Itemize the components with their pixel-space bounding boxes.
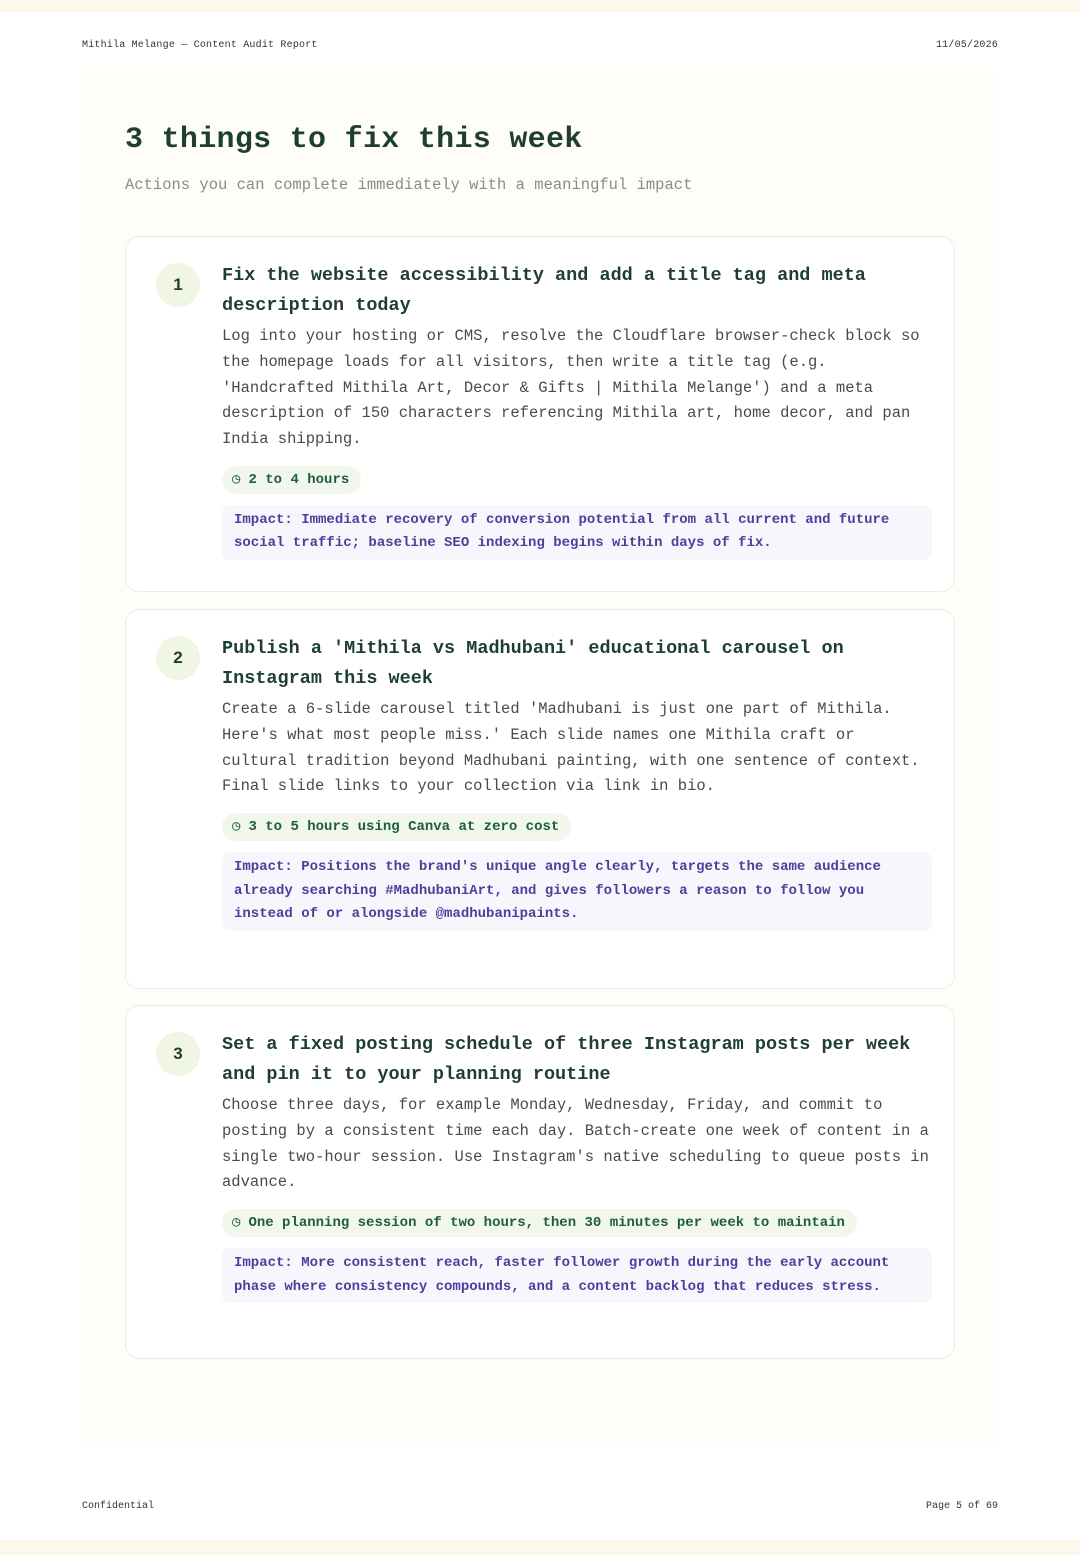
time-estimate: 2 to 4 hours xyxy=(248,471,350,488)
action-title: Set a fixed posting schedule of three Instagram posts per week and pin it to your planning routine xyxy=(222,1034,911,1085)
step-number-badge: 1 xyxy=(156,263,200,307)
section-title: 3 things to fix this week xyxy=(125,123,583,157)
step-number-badge: 2 xyxy=(156,636,200,680)
time-estimate-badge xyxy=(222,813,571,841)
clock-icon: ◷ xyxy=(232,471,241,488)
report-date: 11/05/2026 xyxy=(935,40,998,51)
time-estimate-badge xyxy=(222,1209,857,1237)
clock-icon: ◷ xyxy=(232,1215,241,1232)
impact-note: Impact: Immediate recovery of conversion potential from all current and future social traffic; baseline SEO indexing begins within days of fix. xyxy=(222,505,932,560)
action-description: Choose three days, for example Monday, Wednesday, Friday, and commit to posting by a consistent time each day. Batch-create one week of content in a single two-hour session. Use Instagram's native scheduling to queue posts in advance. xyxy=(222,1096,929,1192)
action-title: Publish a 'Mithila vs Madhubani' educational carousel on Instagram this week xyxy=(222,638,844,689)
action-card-3 xyxy=(125,1005,955,1359)
confidential-label: Confidential xyxy=(82,1501,155,1512)
card-body xyxy=(222,261,932,560)
page-number: Page 5 of 69 xyxy=(925,1501,998,1512)
time-estimate: One planning session of two hours, then 30 minutes per week to maintain xyxy=(248,1215,845,1232)
step-number-badge: 3 xyxy=(156,1032,200,1076)
section-subtitle: Actions you can complete immediately with a meaningful impact xyxy=(125,176,693,194)
action-card-1 xyxy=(125,236,955,592)
action-card-2 xyxy=(125,609,955,989)
card-body xyxy=(222,634,932,931)
action-title: Fix the website accessibility and add a title tag and meta description today xyxy=(222,265,866,316)
page-header xyxy=(82,40,998,51)
impact-note: Impact: More consistent reach, faster follower growth during the early account phase where consistency compounds, and a content backlog that reduces stress. xyxy=(222,1248,932,1303)
action-description: Create a 6-slide carousel titled 'Madhubani is just one part of Mithila. Here's what most people miss.' Each slide names one Mithila craft or cultural tradition beyond Madhubani painting, with one sentence of context. Final slide links to your collection via link in bio. xyxy=(222,700,920,796)
impact-note: Impact: Positions the brand's unique angle clearly, targets the same audience already searching #MadhubaniArt, and gives followers a reason to follow you instead of or alongside @madhubanipaints. xyxy=(222,852,932,931)
page-footer xyxy=(82,1501,998,1512)
time-estimate-badge xyxy=(222,466,361,494)
action-description: Log into your hosting or CMS, resolve the Cloudflare browser-check block so the homepage loads for all visitors, then write a title tag (e.g. 'Handcrafted Mithila Art, Decor & Gifts | Mithila Melange') and a meta description of 150 characters referencing Mithila art, home decor, and pan India shipping. xyxy=(222,327,920,449)
clock-icon: ◷ xyxy=(232,819,241,836)
time-estimate: 3 to 5 hours using Canva at zero cost xyxy=(248,819,560,836)
card-body xyxy=(222,1030,932,1303)
report-title: Mithila Melange — Content Audit Report xyxy=(82,40,318,51)
